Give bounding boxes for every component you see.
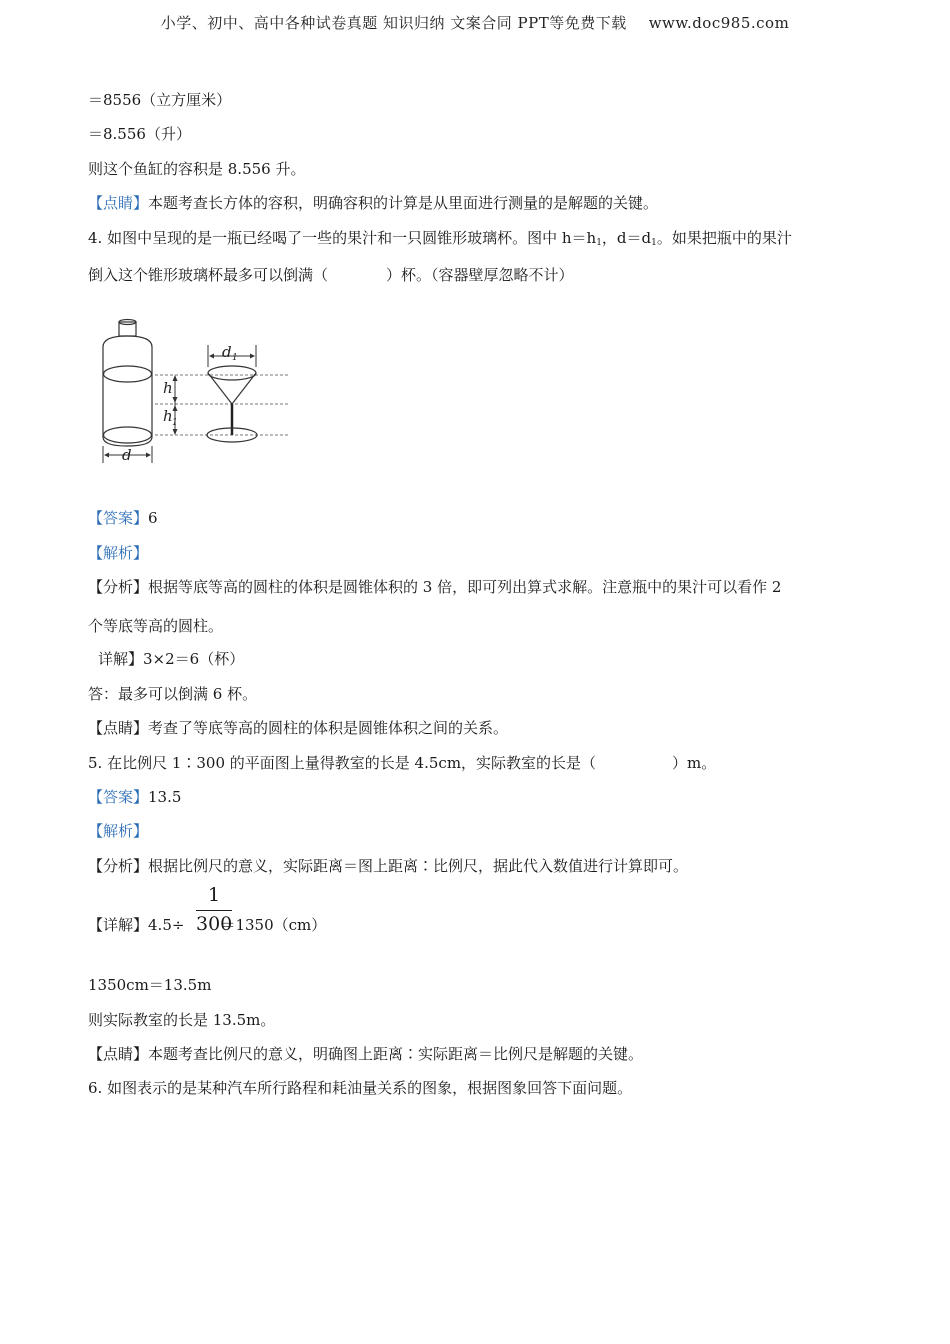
page-header <box>0 12 950 33</box>
question-6: 6. 如图表示的是某种汽车所行路程和耗油量关系的图象，根据图象回答下面问题。 <box>88 1079 633 1097</box>
fenxi-tag: 【分析】 <box>88 578 149 596</box>
conclusion-5: 则实际教室的长是 13.5m。 <box>88 1011 276 1029</box>
q4-text-a: 4. 如图中呈现的是一瓶已经喝了一些的果汁和一只圆锥形玻璃杯。图中 h＝h <box>88 229 597 247</box>
calc-line-2: ＝8.556（升） <box>88 125 191 143</box>
dianjing-tag: 【点睛】 <box>88 719 149 737</box>
answer-tag: 【答案】 <box>88 509 149 527</box>
q4-line2-b: ）杯。（容器壁厚忽略不计） <box>386 266 574 284</box>
xiangjie-4: 详解】3×2＝6（杯） <box>98 650 245 668</box>
xiangjie-tag: 【详解】 <box>88 916 149 934</box>
question-4-line-1 <box>88 228 792 253</box>
answer-4 <box>88 508 158 528</box>
q4-line2-a: 倒入这个锥形玻璃杯最多可以倒满（ <box>88 266 329 284</box>
fenxi-text-a: 根据等底等高的圆柱的体积是圆锥体积的 3 倍，即可列出算式求解。注意瓶中的果汁可以看作 2 <box>148 578 782 596</box>
q4-sub-1: 1 <box>596 238 602 248</box>
dianjing-tag: 【点睛】 <box>88 1045 149 1063</box>
label-d1-sub: 1 <box>232 353 238 363</box>
dianjing-text: 本题考查比例尺的意义，明确图上距离∶实际距离＝比例尺是解题的关键。 <box>148 1045 644 1063</box>
da-4: 答：最多可以倒满 6 杯。 <box>88 685 258 703</box>
question-4-line-2 <box>88 265 574 285</box>
fenxi-text: 根据比例尺的意义，实际距离＝图上距离∶比例尺，据此代入数值进行计算即可。 <box>148 857 689 875</box>
label-d: d <box>122 446 132 464</box>
header-url[interactable]: www.doc985.com <box>648 14 790 32</box>
conversion-5: 1350cm＝13.5m <box>88 976 212 994</box>
dianjing-3 <box>88 193 658 213</box>
dianjing-tag: 【点睛】 <box>88 194 149 212</box>
answer-tag: 【答案】 <box>88 788 149 806</box>
fraction-denominator: 300 <box>196 913 233 935</box>
conclusion-line: 则这个鱼缸的容积是 8.556 升。 <box>88 160 306 178</box>
label-h1-sub: 1 <box>172 418 178 428</box>
fenxi-4-cont: 个等底等高的圆柱。 <box>88 617 224 635</box>
jiexi-tag-4: 【解析】 <box>88 544 149 562</box>
fenxi-4 <box>88 577 781 597</box>
question-5 <box>88 753 716 773</box>
label-h1: h <box>163 407 173 425</box>
q5-text-a: 5. 在比例尺 1∶300 的平面图上量得教室的长是 4.5cm，实际教室的长是（ <box>88 754 597 772</box>
dianjing-5 <box>88 1044 643 1064</box>
q5-text-b: ）m。 <box>672 754 717 772</box>
bottle-cone-figure <box>95 315 295 470</box>
jiexi-tag-5: 【解析】 <box>88 822 149 840</box>
dianjing-text: 本题考查长方体的容积，明确容积的计算是从里面进行测量的是解题的关键。 <box>148 194 659 212</box>
fenxi-5 <box>88 856 688 876</box>
q4-text-b: ，d＝d <box>601 229 652 247</box>
label-d1: d <box>222 343 232 361</box>
header-text: 小学、初中、高中各种试卷真题 知识归纳 文案合同 PPT等免费下载 <box>160 14 627 32</box>
answer-value: 6 <box>148 509 158 527</box>
calc-line-1: ＝8556（立方厘米） <box>88 91 232 109</box>
q4-text-c: 。如果把瓶中的果汁 <box>656 229 792 247</box>
xiangjie-pre: 4.5÷ <box>148 916 185 934</box>
xiangjie-post: ＝1350（cm） <box>220 916 327 934</box>
dianjing-4 <box>88 718 508 738</box>
dianjing-text: 考查了等底等高的圆柱的体积是圆锥体积之间的关系。 <box>148 719 509 737</box>
fenxi-tag: 【分析】 <box>88 857 149 875</box>
fraction-numerator: 1 <box>196 884 232 911</box>
answer-5 <box>88 787 181 807</box>
fraction <box>196 884 232 935</box>
label-h: h <box>163 379 173 397</box>
q4-sub-2: 1 <box>651 238 657 248</box>
answer-value: 13.5 <box>148 788 182 806</box>
